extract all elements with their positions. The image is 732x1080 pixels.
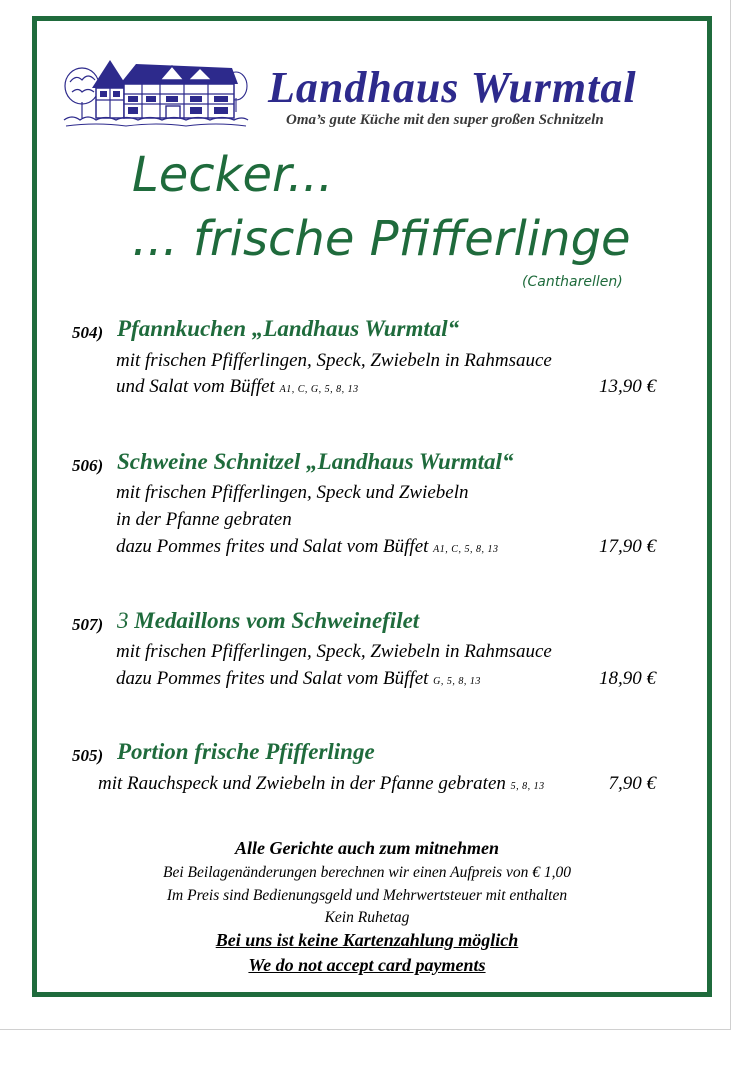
brand-name: Landhaus Wurmtal	[268, 63, 637, 112]
allergen-codes: 5, 8, 13	[510, 781, 545, 792]
dish-number: 506)	[72, 456, 104, 475]
surcharge-note: Bei Beilagenänderungen berechnen wir einen Aufpreis von € 1,00	[163, 864, 571, 881]
dish-number: 507)	[72, 615, 104, 634]
allergen-codes: A1, C, G, 5, 8, 13	[279, 384, 359, 395]
dish-name: Portion frische Pfifferlinge	[117, 739, 375, 764]
brand-tagline: Oma’s gute Küche mit den super großen Schnitzeln	[286, 112, 604, 128]
dish-description: dazu Pommes frites und Salat vom Büffet A1, C, 5, 8, 13	[116, 536, 499, 557]
dish-price: 7,90 €	[608, 773, 656, 794]
no-card-notice-de: Bei uns ist keine Kartenzahlung möglich	[215, 930, 519, 950]
allergen-codes: A1, C, 5, 8, 13	[433, 544, 499, 555]
dish-description: und Salat vom Büffet A1, C, G, 5, 8, 13	[116, 376, 359, 397]
headline-line1: Lecker...	[132, 147, 334, 203]
allergen-codes: G, 5, 8, 13	[433, 676, 481, 687]
dish-number: 504)	[72, 323, 104, 342]
rest-day-note: Kein Ruhetag	[324, 909, 410, 926]
dish-name: 3 Medaillons vom Schweinefilet	[117, 608, 420, 633]
included-note: Im Preis sind Bedienungsgeld und Mehrwertsteuer mit enthalten	[166, 887, 568, 904]
dish-description: in der Pfanne gebraten	[116, 509, 292, 530]
dish-description: dazu Pommes frites und Salat vom Büffet G, 5, 8, 13	[116, 668, 481, 689]
takeaway-note: Alle Gerichte auch zum mitnehmen	[234, 838, 500, 858]
headline-note: (Cantharellen)	[522, 274, 623, 290]
dish-description: mit frischen Pfifferlingen, Speck, Zwiebeln in Rahmsauce	[116, 641, 552, 662]
dish-price: 17,90 €	[599, 536, 656, 557]
dish-description: mit frischen Pfifferlingen, Speck und Zwiebeln	[116, 482, 469, 503]
no-card-notice-en: We do not accept card payments	[248, 955, 486, 975]
dish-price: 13,90 €	[599, 376, 656, 397]
headline-line2: ... frische Pfifferlinge	[132, 211, 631, 267]
dish-name: Schweine Schnitzel „Landhaus Wurmtal“	[117, 449, 514, 474]
dish-name: Pfannkuchen „Landhaus Wurmtal“	[117, 316, 460, 341]
dish-description: mit Rauchspeck und Zwiebeln in der Pfanne gebraten 5, 8, 13	[98, 773, 545, 794]
dish-number: 505)	[72, 746, 104, 765]
house-logo	[62, 56, 250, 132]
dish-description: mit frischen Pfifferlingen, Speck, Zwiebeln in Rahmsauce	[116, 350, 552, 371]
dish-price: 18,90 €	[599, 668, 656, 689]
